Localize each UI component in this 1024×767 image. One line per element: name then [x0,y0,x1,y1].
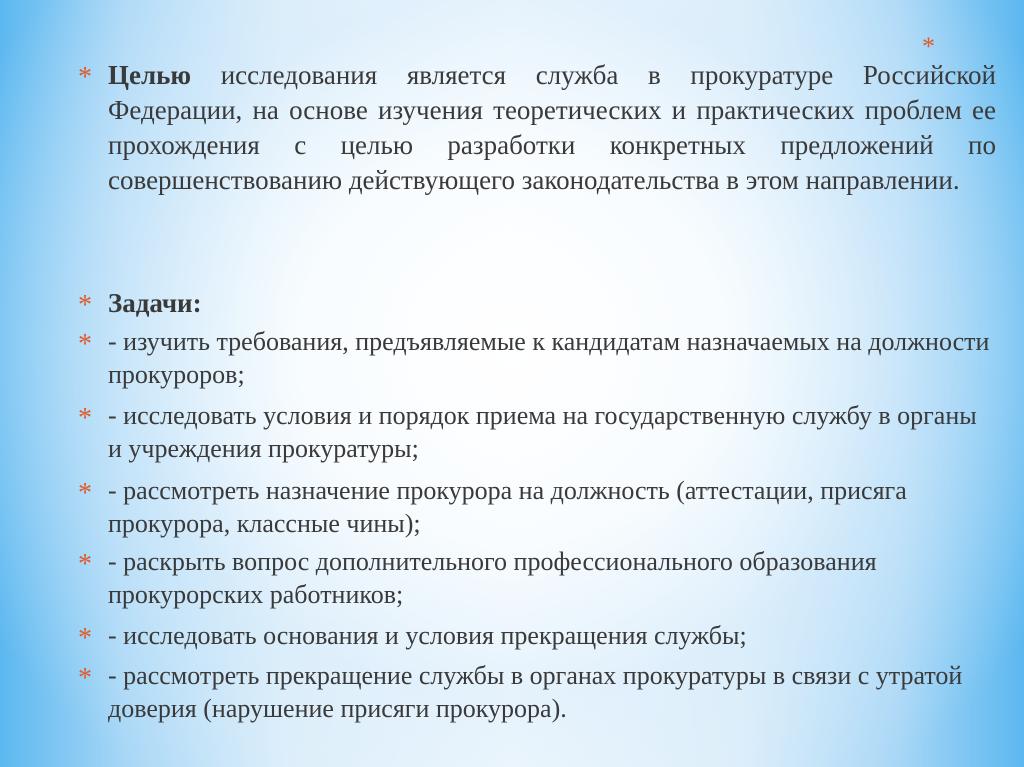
task-text: - раскрыть вопрос дополнительного профессионального образования прокурорских работников; [108,547,877,609]
task-text: - исследовать условия и порядок приема на государственную службу в органы и учреждения прокуратуры; [108,401,977,463]
goal-rest: исследования является служба в прокуратуре Российской Федерации, на основе изучения теоретических и практических проблем ее прохождения с целью разработки конкретных предложений по совершенствованию действующего законодательства в этом направлении. [108,60,996,195]
task-item [78,474,996,540]
goal-text [108,58,996,198]
task-text: - исследовать основания и условия прекращения службы; [108,621,747,650]
corner-asterisk: * [922,32,935,61]
task-text: - рассмотреть назначение прокурора на должность (аттестации, присяга прокурора, классные чины); [108,476,907,538]
bullet-asterisk: * [78,62,92,93]
task-item [78,399,996,465]
bullet-asterisk: * [78,478,92,509]
tasks-heading-text: Задачи: [108,288,202,318]
bullet-asterisk: * [78,329,92,360]
bullet-asterisk: * [78,549,92,580]
bullet-asterisk: * [78,403,92,434]
task-item [78,545,996,611]
bullet-asterisk: * [78,623,92,654]
bullet-asterisk: * [78,290,92,321]
task-item [78,659,996,725]
task-text: - рассмотреть прекращение службы в органах прокуратуры в связи с утратой доверия (нарушение присяги прокурора). [108,661,963,723]
goal-paragraph [78,58,996,198]
tasks-heading [78,286,996,321]
task-text: - изучить требования, предъявляемые к кандидатам назначаемых на должности прокуроров; [108,327,990,389]
goal-lead: Целью [108,60,192,90]
task-item [78,325,996,391]
bullet-asterisk: * [78,663,92,694]
task-item [78,619,996,652]
